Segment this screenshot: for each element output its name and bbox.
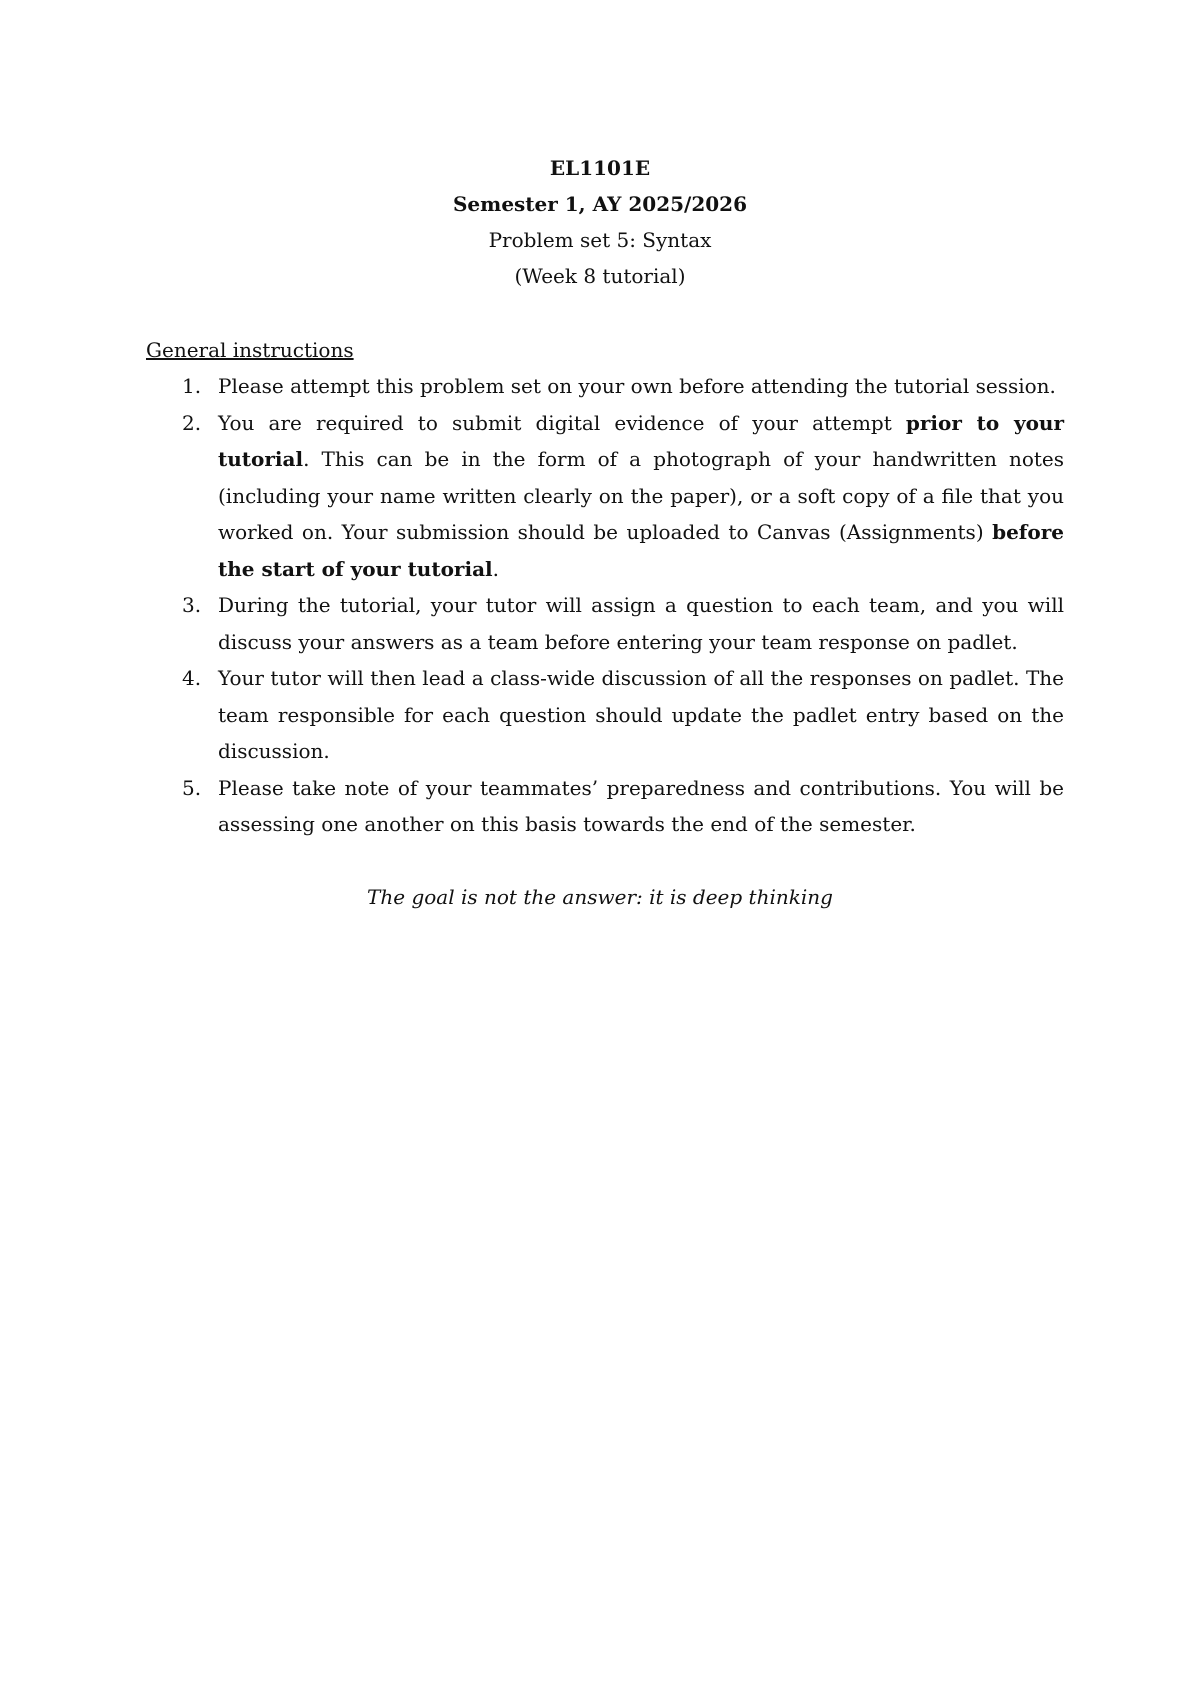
instruction-number: 1. [182,374,202,398]
instruction-text: You are required to submit digital evidence of your attempt [218,410,906,435]
instruction-number: 3. [182,593,202,617]
instruction-emphasis: before the start of your tutorial [218,520,1064,581]
instruction-text: Please take note of your teammates’ preparedness and contributions. You will be assessing one another on this basis towards the end of the semester. [218,775,1064,836]
semester-title: Semester 1, AY 2025/2026 [452,192,747,216]
course-code: EL1101E [549,156,651,180]
motto: The goal is not the answer: it is deep thinking [367,885,833,909]
instruction-text: . This can be in the form of a photograph of your handwritten notes (including your name written clearly on the paper), or a soft copy of a file that you worked on. Your submission should be uploaded to Canvas (Assignments) [218,447,1064,544]
instruction-item-3 [146,587,1064,660]
instruction-number: 4. [182,666,202,690]
instruction-text: Your tutor will then lead a class-wide discussion of all the responses on padlet. The team responsible for each question should update the padlet entry based on the discussion. [218,666,1064,763]
instruction-text: During the tutorial, your tutor will assign a question to each team, and you will discuss your answers as a team before entering your team response on padlet. [218,593,1064,654]
instruction-item-5 [146,770,1064,843]
instruction-item-1 [146,368,1064,405]
instruction-text: . [492,556,499,581]
problem-set-title: Problem set 5: Syntax [488,228,712,252]
instruction-number: 2. [182,410,202,435]
instructions-heading: General instructions [146,338,354,362]
document-header [0,150,1200,294]
instruction-text: Please attempt this problem set on your own before attending the tutorial session. [218,374,1056,398]
week-label: (Week 8 tutorial) [514,264,686,288]
instructions-list [146,368,1064,843]
instruction-emphasis: prior to your tutorial [218,410,1064,471]
instruction-item-2 [146,405,1064,588]
instruction-number: 5. [182,775,202,800]
instruction-item-4 [146,660,1064,770]
